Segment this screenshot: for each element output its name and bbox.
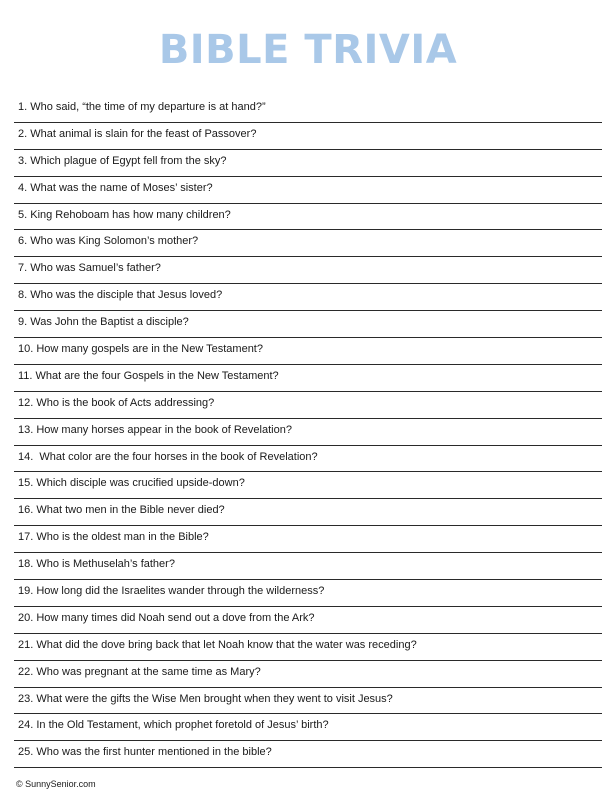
question-text: 4. What was the name of Moses’ sister? bbox=[18, 181, 213, 194]
question-row bbox=[14, 204, 602, 231]
question-row bbox=[14, 392, 602, 419]
question-text: 14. What color are the four horses in the book of Revelation? bbox=[18, 450, 318, 463]
question-text: 5. King Rehoboam has how many children? bbox=[18, 208, 231, 221]
question-text: 17. Who is the oldest man in the Bible? bbox=[18, 531, 209, 544]
question-row bbox=[14, 607, 602, 634]
question-text: 2. What animal is slain for the feast of Passover? bbox=[18, 127, 257, 140]
question-row bbox=[14, 688, 602, 715]
question-text: 24. In the Old Testament, which prophet foretold of Jesus’ birth? bbox=[18, 719, 329, 732]
question-text: 1. Who said, “the time of my departure is at hand?” bbox=[18, 101, 266, 113]
question-text: 16. What two men in the Bible never died? bbox=[18, 504, 225, 517]
question-text: 25. Who was the first hunter mentioned in the bible? bbox=[18, 746, 272, 759]
copyright-footer: © SunnySenior.com bbox=[16, 779, 96, 789]
question-row bbox=[14, 365, 602, 392]
question-row bbox=[14, 580, 602, 607]
question-text: 3. Which plague of Egypt fell from the sky? bbox=[18, 154, 227, 167]
question-row bbox=[14, 446, 602, 473]
question-row bbox=[14, 526, 602, 553]
question-row bbox=[14, 257, 602, 284]
question-row bbox=[14, 123, 602, 150]
question-row bbox=[14, 338, 602, 365]
question-list bbox=[14, 96, 602, 768]
question-text: 15. Which disciple was crucified upside-down? bbox=[18, 477, 245, 490]
question-text: 21. What did the dove bring back that let Noah know that the water was receding? bbox=[18, 638, 417, 651]
question-text: 22. Who was pregnant at the same time as Mary? bbox=[18, 665, 261, 678]
question-text: 7. Who was Samuel’s father? bbox=[18, 262, 161, 275]
question-text: 9. Was John the Baptist a disciple? bbox=[18, 316, 189, 329]
question-text: 19. How long did the Israelites wander through the wilderness? bbox=[18, 585, 325, 598]
question-row bbox=[14, 661, 602, 688]
question-text: 12. Who is the book of Acts addressing? bbox=[18, 396, 215, 409]
question-row bbox=[14, 634, 602, 661]
question-text: 13. How many horses appear in the book of Revelation? bbox=[18, 423, 292, 436]
question-text: 18. Who is Methuselah’s father? bbox=[18, 558, 175, 571]
question-row bbox=[14, 230, 602, 257]
question-row bbox=[14, 311, 602, 338]
page-title: BIBLE TRIVIA bbox=[158, 27, 458, 73]
question-row bbox=[14, 177, 602, 204]
question-row bbox=[14, 472, 602, 499]
question-row bbox=[14, 419, 602, 446]
question-text: 20. How many times did Noah send out a dove from the Ark? bbox=[18, 611, 315, 624]
question-text: 6. Who was King Solomon’s mother? bbox=[18, 235, 199, 248]
question-row bbox=[14, 741, 602, 768]
question-row bbox=[14, 96, 602, 123]
question-text: 11. What are the four Gospels in the New Testament? bbox=[18, 369, 279, 382]
question-text: 23. What were the gifts the Wise Men brought when they went to visit Jesus? bbox=[18, 692, 393, 705]
question-text: 10. How many gospels are in the New Testament? bbox=[18, 343, 263, 356]
question-row bbox=[14, 499, 602, 526]
question-row bbox=[14, 284, 602, 311]
question-text: 8. Who was the disciple that Jesus loved? bbox=[18, 289, 223, 302]
question-row bbox=[14, 714, 602, 741]
question-row bbox=[14, 150, 602, 177]
question-row bbox=[14, 553, 602, 580]
